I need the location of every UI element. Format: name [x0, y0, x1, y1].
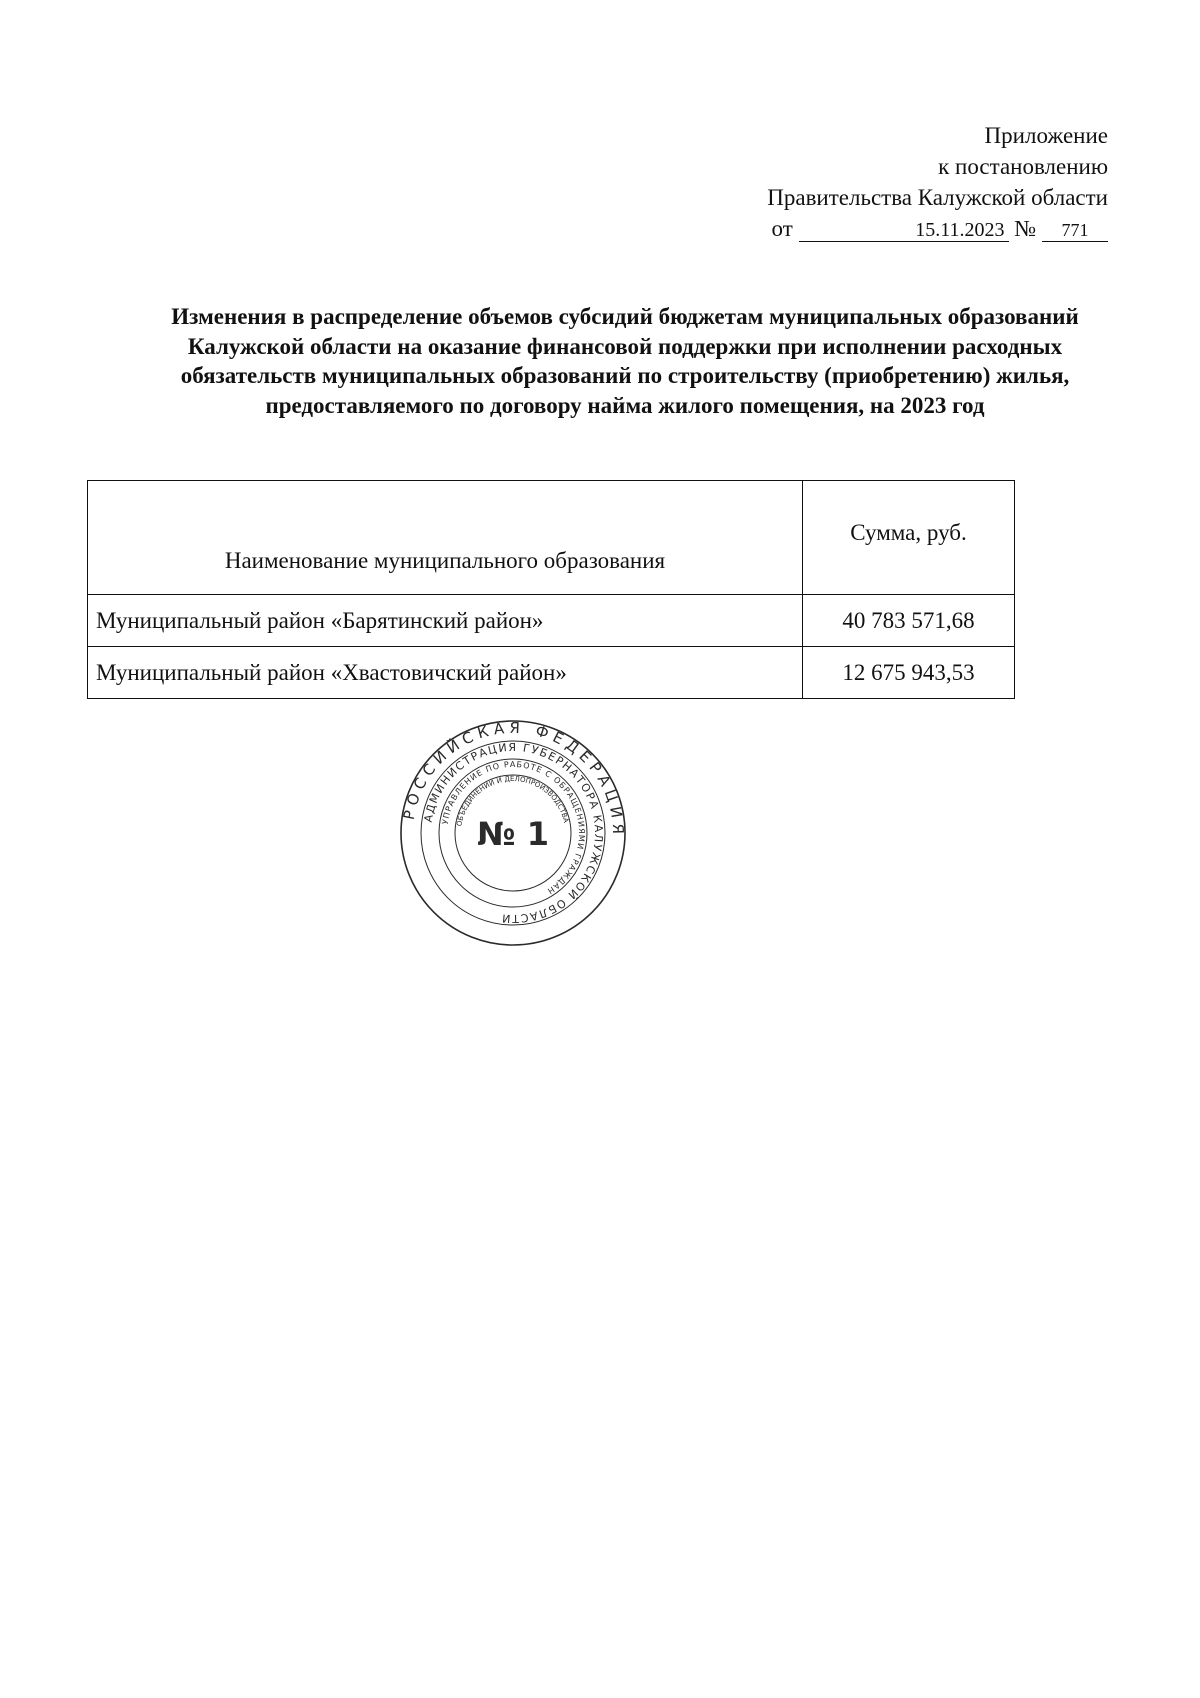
official-stamp: [398, 718, 628, 948]
stamp-outer-text: РОССИЙСКАЯ ФЕДЕРАЦИЯ: [399, 718, 628, 840]
appendix-block: [767, 120, 1108, 244]
row-sum: 40 783 571,68: [803, 595, 1015, 647]
appendix-government: Правительства Калужской области: [767, 185, 1108, 210]
number-prefix: №: [1014, 216, 1037, 241]
subsidy-table: [87, 480, 1015, 699]
appendix-label: Приложение: [984, 123, 1108, 148]
table-row: [88, 595, 1015, 647]
row-name: Муниципальный район «Хвастовичский район»: [88, 647, 803, 699]
date-prefix: от: [771, 216, 793, 241]
document-title: Изменения в распределение объемов субсидий бюджетам муниципальных образований Калужской области на оказание финансовой поддержки при исполнении расходных обязательств муниципальных образований по строительству (приобретению) жилья, предоставляемого по договору найма жилого помещения, на 2023 год: [171, 304, 1079, 418]
table-row: [88, 647, 1015, 699]
date-value: 15.11.2023: [799, 219, 1009, 242]
number-value: 771: [1042, 219, 1108, 242]
appendix-to-resolution: к постановлению: [938, 154, 1108, 179]
stamp-ring3-text: УПРАВЛЕНИЕ ПО РАБОТЕ С ОБРАЩЕНИЯМИ ГРАЖДАН: [440, 759, 587, 896]
header-name: Наименование муниципального образования: [88, 481, 803, 595]
appendix-date-line: [767, 213, 1108, 244]
stamp-ring4-text: ОБЪЕДИНЕНИЙ И ДЕЛОПРОИЗВОДСТВА: [455, 774, 570, 827]
table-header-row: [88, 481, 1015, 595]
row-name: Муниципальный район «Барятинский район»: [88, 595, 803, 647]
header-sum: Сумма, руб.: [803, 481, 1015, 595]
row-sum: 12 675 943,53: [803, 647, 1015, 699]
stamp-ring2-text: АДМИНИСТРАЦИЯ ГУБЕРНАТОРА КАЛУЖСКОЙ ОБЛАСТИ: [421, 740, 606, 926]
stamp-center-number: № 1: [477, 815, 549, 853]
